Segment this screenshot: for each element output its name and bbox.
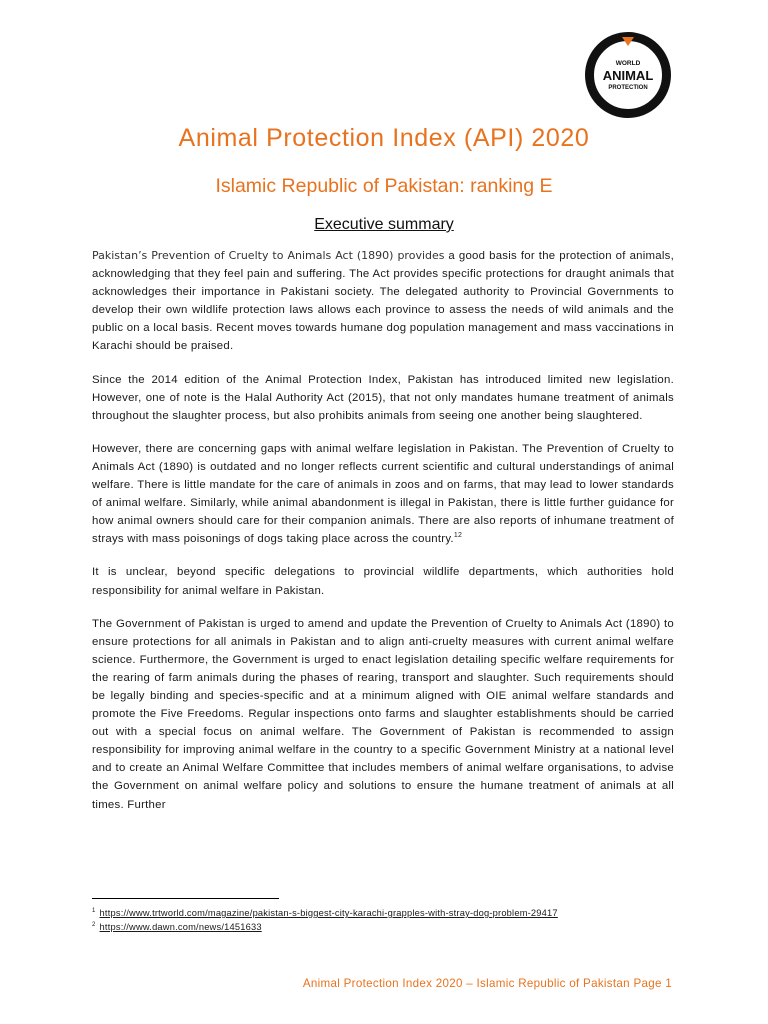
footnote-divider [92,898,279,899]
footnotes [92,906,558,934]
section-heading-text: Executive summary [314,216,454,233]
footnote-1-link[interactable]: https://www.trtworld.com/magazine/pakistan-s-biggest-city-karachi-grapples-with-stray-dog-problem-29417 [99,908,558,918]
logo-text-animal: ANIMAL [602,68,654,83]
document-title: Animal Protection Index (API) 2020 [178,124,590,152]
document-body [92,247,674,829]
world-animal-protection-logo [584,31,672,119]
footnote-2-link[interactable]: https://www.dawn.com/news/1451633 [99,922,262,932]
document-subtitle: Islamic Republic of Pakistan: ranking E [215,175,553,197]
logo-text-world: WORLD [615,60,641,67]
footnote-1 [92,906,558,920]
paragraph-4: It is unclear, beyond specific delegations to provincial wildlife departments, which authorities hold responsibility for animal welfare in Pakistan. [92,566,674,597]
logo-text-protection: PROTECTION [608,85,648,91]
footnote-1-number: 1 [92,907,96,914]
footnote-2-number: 2 [92,921,96,928]
paragraph-2: Since the 2014 edition of the Animal Protection Index, Pakistan has introduced limited new legislation. However, one of note is the Halal Authority Act (2015), that not only mandates humane treatment of animals throughout the slaughter process, but also prohibits animals from seeing one another being slaughtered. [92,373,674,422]
paragraph-1-text: a good basis for the protection of animals, acknowledging that they feel pain and suffering. The Act provides specific protections for draught animals that acknowledges their importance in Pakistani society. The delegated authority to Provincial Governments to develop their own wildlife protection laws allows each province to assess the needs of wild animals and the public on a local basis. Recent moves towards humane dog population management and mass vaccinations in Karachi should be praised. [92,250,674,353]
section-heading [0,216,768,234]
page-footer: Animal Protection Index 2020 – Islamic Republic of Pakistan Page 1 [302,977,672,990]
act-name-text: Pakistan’s Prevention of Cruelty to Animals Act (1890) provides [92,249,445,262]
paragraph-5: The Government of Pakistan is urged to amend and update the Prevention of Cruelty to Animals Act (1890) to ensure protections for all animals in Pakistan and to align anti-cruelty measures with current animal welfare science. Furthermore, the Government is urged to enact legislation detailing specific welfare requirements for the rearing of farm animals during the phases of rearing, transport and slaughter. Such requirements should be legally binding and species-specific and at a minimum aligned with OIE animal welfare standards and promote the Five Freedoms. Regular inspections onto farms and slaughter establishments should be carried out with a special focus on animal welfare. The Government of Pakistan is recommended to assign responsibility for improving animal welfare in the country to a specific Government Ministry at a national level and to create an Animal Welfare Committee that includes members of animal welfare organisations, to advise the Government on animal welfare policy and solutions to ensure the humane treatment of animals at all times. Further [92,617,674,811]
footnote-2 [92,920,558,934]
footnote-reference[interactable]: 12 [453,532,463,540]
paragraph-3-text: However, there are concerning gaps with animal welfare legislation in Pakistan. The Prevention of Cruelty to Animals Act (1890) is outdated and no longer reflects current scientific and cultural understandings of animal welfare. There is little mandate for the care of animals in zoos and on farms, that may lead to lower standards of animal welfare. Similarly, while animal abandonment is illegal in Pakistan, there is little further guidance for how animal owners should care for their companion animals. There are also reports of inhumane treatment of strays with mass poisonings of dogs taking place across the country. [92,442,674,546]
paragraph-1 [92,247,674,356]
paragraph-3 [92,440,674,549]
